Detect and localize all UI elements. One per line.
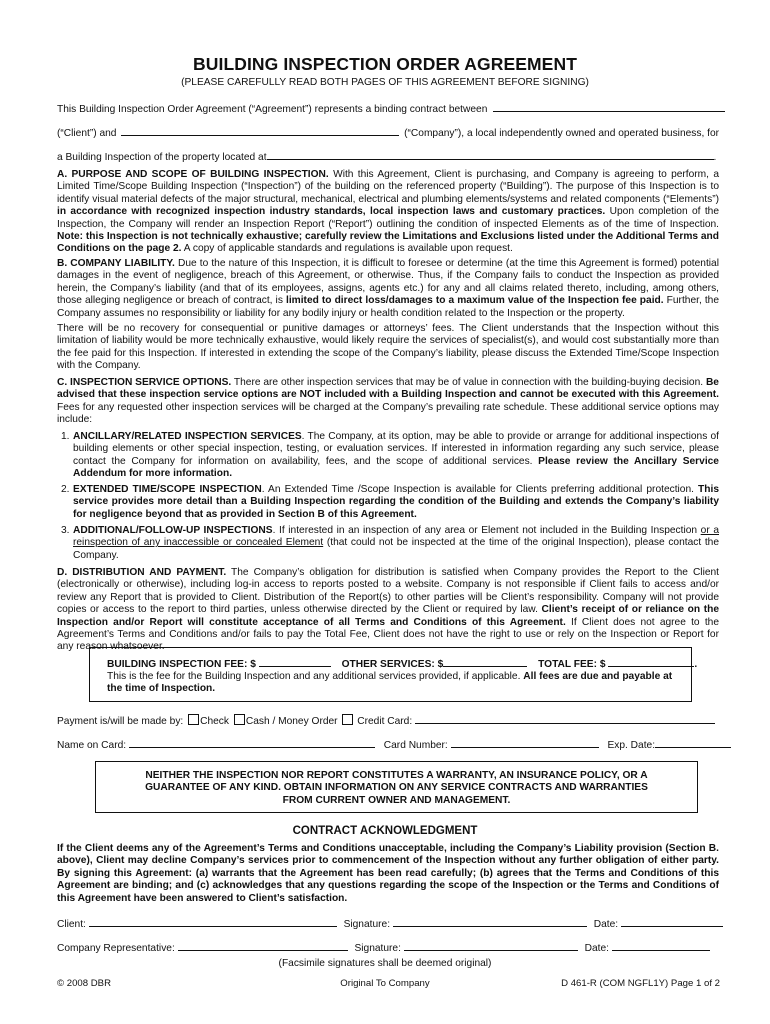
section-a-bold1: in accordance with recognized inspection industry standards, local inspection laws and customary practices. xyxy=(57,206,606,218)
footer-form-number: D 461-R (COM NGFL1Y) Page 1 of 2 xyxy=(561,978,720,989)
section-b xyxy=(57,258,719,320)
section-a-bold2: Note: this Inspection is not technically exhaustive; carefully review the Limitations and Exclusions listed under the Additional Terms and Conditions on the page 2. xyxy=(57,231,719,255)
total-fee-period: . xyxy=(694,659,698,670)
acknowledgment-text: If the Client deems any of the Agreement’s Terms and Conditions unacceptable, including the Company’s Liability provision (Section B. above), Client may decline Company’s services prior to commencement of the Inspection without any further obligation of either party. By signing this Agreement: (a) warrants that the Agreement has been read carefully; (b) agrees that the Terms and Conditions of this Agreement are binding; and (c) acknowledges that any questions regarding the scope of the Inspection or the Terms and Conditions of this Agreement have been answered to Client’s satisfaction. xyxy=(57,843,719,904)
card-number-label: Card Number: xyxy=(383,740,448,751)
section-d-heading: D. DISTRIBUTION AND PAYMENT. xyxy=(57,567,227,578)
client-date-label: Date: xyxy=(593,919,619,930)
footer-original-to-company: Original To Company xyxy=(340,978,430,989)
rep-signature-row xyxy=(57,939,710,954)
document-title: BUILDING INSPECTION ORDER AGREEMENT xyxy=(193,54,577,74)
footer-copyright: © 2008 DBR xyxy=(57,978,111,989)
fee-row xyxy=(107,655,697,670)
section-a-text3: A copy of applicable standards and regulations is available upon request. xyxy=(183,243,513,255)
intro-line-1 xyxy=(57,100,725,115)
service-option-1 xyxy=(61,431,719,481)
rep-name-field[interactable] xyxy=(178,939,348,951)
service-option-2 xyxy=(61,484,719,521)
client-signature-row xyxy=(57,915,723,930)
section-d-text1: The Company’s obligation for distribution is satisfied when Company provides the Report to the Client (electronically or otherwise), including log-in access to reports posted to a website. Company is not responsible if Client fails to access and/or review any Report that is provided to Client. Distribution of the Report(s) to other parties will be Client’s responsibility. Company will not provide copies or access to the report to third parties, unless otherwise directed by the Client or required by law. xyxy=(57,567,719,616)
section-d xyxy=(57,567,719,654)
option-text: . The Company, at its option, may be able to provide or arrange for additional inspections of building elements or other special inspection, testing, or evaluation services. If interested in information regarding any such service, please contact the Company for information on availability, fees, and the scope of additional services. xyxy=(73,431,719,467)
section-a-text2: Upon completion of the Inspection, the Company will render an Inspection Report (“Report”) outlining the condition of inspected Elements as of the time of Inspection. xyxy=(57,206,719,230)
section-d-bold1: Client’s receipt of or reliance on the Inspection and/or Report will constitute acceptance of all Terms and Conditions of this Agreement. xyxy=(57,604,719,628)
card-details-row xyxy=(57,736,731,751)
option-heading: EXTENDED TIME/SCOPE INSPECTION xyxy=(73,484,262,495)
section-c xyxy=(57,377,719,427)
disclaimer-line-2: GUARANTEE OF ANY KIND. OBTAIN INFORMATION ON ANY SERVICE CONTRACTS AND WARRANTIES xyxy=(145,782,648,794)
section-c-text2: Fees for any requested other inspection services will be charged at the Company’s prevailing rate schedule. These additional service options may include: xyxy=(57,401,719,426)
credit-card-label: Credit Card: xyxy=(357,716,413,727)
service-option-3 xyxy=(61,525,719,562)
fee-note-text: This is the fee for the Building Inspection and any additional services provided, if applicable. xyxy=(107,671,521,682)
section-c-bold1: Be advised that these inspection service options are NOT included with a Building Inspection and cannot be executed with this Agreement. xyxy=(57,377,719,401)
option-heading: ADDITIONAL/FOLLOW-UP INSPECTIONS xyxy=(73,525,273,536)
section-d-text2: If Client does not agree to the Agreement’s Terms and Conditions and/or fails to pay the Total Fee, Client does not have the right to use or rely on the Inspection or Report for any reason whatsoever. xyxy=(57,616,719,653)
client-name-sign-field[interactable] xyxy=(89,915,337,927)
rep-date-label: Date: xyxy=(584,943,609,954)
name-on-card-label: Name on Card: xyxy=(57,740,127,751)
rep-label: Company Representative: xyxy=(57,943,175,954)
cash-checkbox[interactable] xyxy=(234,714,245,725)
option-bold: This service provides more detail than a Building Inspection regarding the condition of the Building and extends the Company’s liability for negligence beyond that as provided in Section B of this Agreement. xyxy=(73,484,719,520)
client-signature-field[interactable] xyxy=(393,915,587,927)
facsimile-note: (Facsimile signatures shall be deemed original) xyxy=(278,958,492,969)
intro-line-3 xyxy=(57,148,716,163)
option-number: 2. xyxy=(61,484,70,495)
exp-date-field[interactable] xyxy=(655,736,731,748)
fee-note-bold: All fees are due and payable at the time of Inspection. xyxy=(107,671,673,695)
other-services-label: OTHER SERVICES: $ xyxy=(341,659,444,670)
warranty-disclaimer-box xyxy=(95,761,698,813)
client-date-field[interactable] xyxy=(621,915,723,927)
client-signature-label: Signature: xyxy=(343,919,391,930)
property-period: . xyxy=(713,152,717,163)
option-number: 1. xyxy=(61,431,70,442)
other-services-field[interactable] xyxy=(443,655,527,667)
client-name-field[interactable] xyxy=(493,100,725,112)
property-address-field[interactable] xyxy=(267,148,714,160)
option-bold: Please review the Ancillary Service Addendum for more information. xyxy=(73,455,719,480)
section-a xyxy=(57,169,719,256)
payment-row xyxy=(57,712,715,727)
disclaimer-line-3: FROM CURRENT OWNER AND MANAGEMENT. xyxy=(282,794,511,806)
option-text: . An Extended Time /Scope Inspection is available for Clients preferring additional protection. xyxy=(261,484,694,495)
client-label: (“Client”) and xyxy=(57,128,117,139)
building-fee-label: BUILDING INSPECTION FEE: $ xyxy=(107,659,256,670)
option-underline: or a reinspection of any inaccessible or concealed Element xyxy=(73,525,719,549)
check-option-label: Check xyxy=(200,716,229,727)
payment-label: Payment is/will be made by: xyxy=(57,716,184,727)
section-a-heading: A. PURPOSE AND SCOPE OF BUILDING INSPECTION. xyxy=(57,169,329,180)
credit-card-checkbox[interactable] xyxy=(342,714,353,725)
section-b-bold1: limited to direct loss/damages to a maximum value of the Inspection fee paid. xyxy=(286,295,664,307)
fee-box xyxy=(89,647,698,702)
warranty-disclaimer-text xyxy=(96,770,697,807)
intro-text: This Building Inspection Order Agreement (“Agreement”) represents a binding contract between xyxy=(57,104,488,115)
disclaimer-line-1: NEITHER THE INSPECTION NOR REPORT CONSTITUTES A WARRANTY, AN INSURANCE POLICY, OR A xyxy=(145,770,648,781)
card-number-field[interactable] xyxy=(451,736,599,748)
name-on-card-field[interactable] xyxy=(129,736,375,748)
credit-card-field[interactable] xyxy=(415,712,715,724)
rep-date-field[interactable] xyxy=(612,939,710,951)
section-b-heading: B. COMPANY LIABILITY. xyxy=(57,258,175,269)
section-b-text1: Due to the nature of this Inspection, it is difficult to foresee or determine (at the time this Agreement is formed) potential damages in the event of negligence, breach of this Agreement, or otherwise. Thus, if the Company fails to conduct the Inspection as provided herein, the Company’s liability (and that of its employees, assigns, agents etc.) for any and all claims related thereto, including, among others, those alleging negligence or breach of contract, is xyxy=(57,258,719,307)
section-a-text1: With this Agreement, Client is purchasing, and Company is agreeing to perform, a Limited Time/Scope Building Inspection (“Inspection”) of the building on the referenced property (“Building”). The purpose of this Inspection is to identify visual material defects of the major structural, mechanical, electrical and plumbing elements/systems and related components (“Elements”) xyxy=(57,169,719,205)
acknowledgment-heading: CONTRACT ACKNOWLEDGMENT xyxy=(292,825,478,837)
intro-line-2 xyxy=(57,124,719,139)
total-fee-field[interactable] xyxy=(608,655,694,667)
option-number: 3. xyxy=(61,525,70,536)
exp-date-label: Exp. Date: xyxy=(607,740,656,751)
cash-option-label: Cash / Money Order xyxy=(245,716,338,727)
option-text-after: (that could not be inspected at the time of the original Inspection), please contact the Company. xyxy=(73,537,719,561)
total-fee-label: TOTAL FEE: $ xyxy=(538,659,606,670)
section-c-heading: C. INSPECTION SERVICE OPTIONS. xyxy=(57,377,232,388)
fee-note xyxy=(107,671,682,696)
rep-signature-label: Signature: xyxy=(354,943,401,954)
property-label: a Building Inspection of the property located at xyxy=(57,152,267,163)
company-label: (“Company”), a local independently owned and operated business, for xyxy=(404,128,720,139)
building-fee-field[interactable] xyxy=(259,655,331,667)
company-name-field[interactable] xyxy=(121,124,399,136)
section-c-text1: There are other inspection services that may be of value in connection with the building-buying decision. xyxy=(233,377,704,388)
document-subtitle: (PLEASE CAREFULLY READ BOTH PAGES OF THIS AGREEMENT BEFORE SIGNING) xyxy=(181,77,589,88)
option-heading: ANCILLARY/RELATED INSPECTION SERVICES xyxy=(73,431,302,442)
section-b-para2: There will be no recovery for consequential or punitive damages or attorneys’ fees. The Client understands that the Inspection without this limitation of liability would be more technically exhaustive, would likely require the services of specialist(s), and would cost substantially more than the fee paid for this Inspection. If interested in extending the scope of the Company’s liability, please discuss the Extended Time/Scope Inspection with the Company. xyxy=(57,323,719,372)
check-checkbox[interactable] xyxy=(188,714,199,725)
client-sig-label: Client: xyxy=(57,919,86,930)
section-b-text2: Further, the Company assumes no responsibility or liability for any bodily injury or health condition related to the Inspection or the property. xyxy=(57,295,720,319)
rep-signature-field[interactable] xyxy=(404,939,578,951)
option-text: . If interested in an inspection of any area or Element not included in the Building Inspection xyxy=(272,525,698,536)
